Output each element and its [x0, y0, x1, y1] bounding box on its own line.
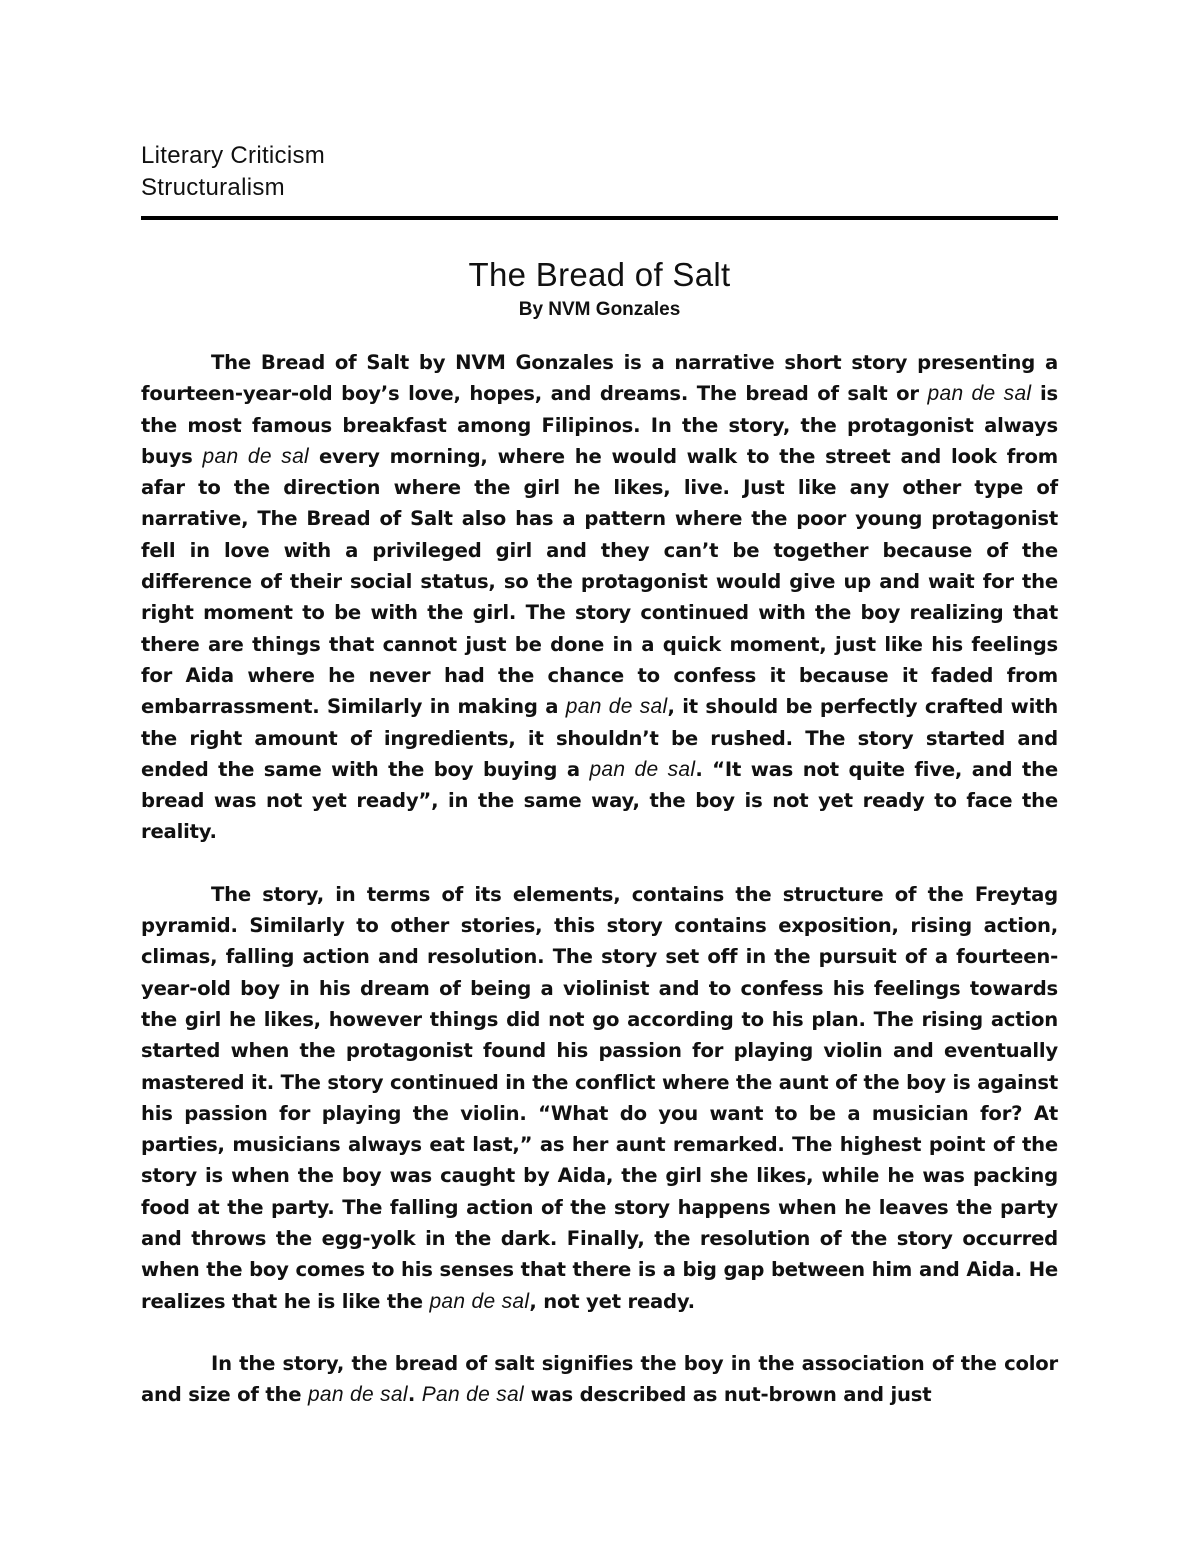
paragraph-text: , not yet ready. — [529, 1289, 695, 1313]
paragraph-text: , it should be perfectly crafted with the right amount of ingredients, it shouldn’t be rushed. The story started and ended the same with the boy buying a — [141, 695, 1058, 781]
course-title: Literary Criticism — [141, 142, 326, 169]
document-byline: By NVM Gonzales — [518, 299, 681, 320]
italic-term: pan de sal — [429, 1289, 530, 1313]
paragraph-3 — [141, 1348, 1058, 1411]
topic-title: Structuralism — [141, 174, 285, 201]
paragraph-text: . — [407, 1383, 422, 1407]
italic-term: pan de sal — [927, 382, 1032, 406]
header-divider — [141, 216, 1058, 220]
italic-term: pan de sal — [307, 1383, 408, 1407]
paragraph-2 — [141, 879, 1058, 1317]
paragraph-1 — [141, 347, 1058, 848]
italic-term: pan de sal — [202, 444, 310, 468]
italic-term: pan de sal — [565, 695, 668, 719]
italic-term: Pan de sal — [421, 1383, 524, 1407]
document-title: The Bread of Salt — [468, 256, 731, 293]
paragraph-text: . “It was not quite five, and the bread was not yet ready”, in the same way, the boy is not yet ready to face the reality. — [141, 757, 1058, 844]
italic-term: pan de sal — [589, 757, 696, 781]
paragraph-text: The Bread of Salt by NVM Gonzales is a narrative short story presenting a fourteen-year-old boy’s love, hopes, and dreams. The bread of salt or — [141, 351, 1058, 406]
paragraph-text: The story, in terms of its elements, contains the structure of the Freytag pyramid. Similarly to other stories, this story contains exposition, rising action, climas, falling action and resolution. The story set off in the pursuit of a fourteen-year-old boy in his dream of being a violinist and to confess his feelings towards the girl he likes, however things did not go according to his plan. The rising action started when the protagonist found his passion for playing violin and eventually mastered it. The story continued in the conflict where the aunt of the boy is against his passion for playing the violin. “What do you want to be a musician for? At parties, musicians always eat last,” as her aunt remarked. The highest point of the story is when the boy was caught by Aida, the girl she likes, while he was packing food at the party. The falling action of the story happens when he leaves the party and throws the egg-yolk in the dark. Finally, the resolution of the story occurred when the boy comes to his senses that there is a big gap between him and Aida. He realizes that he is like the — [141, 882, 1058, 1313]
paragraph-text: In the story, the bread of salt signifies the boy in the association of the color and size of the — [141, 1351, 1058, 1407]
document-page — [141, 140, 1058, 1411]
paragraph-text: was described as nut-brown and just — [524, 1383, 932, 1407]
paragraph-text: is the most famous breakfast among Filipinos. In the story, the protagonist always buys — [141, 382, 1058, 468]
paragraph-text: every morning, where he would walk to the street and look from afar to the direction where the girl he likes, live. Just like any other type of narrative, The Bread of Salt also has a pattern where the poor young protagonist fell in love with a privileged girl and they can’t be together because of the difference of their social status, so the protagonist would give up and wait for the right moment to be with the girl. The story continued with the boy realizing that there are things that cannot just be done in a quick moment, just like his feelings for Aida where he never had the chance to confess it because it faded from embarrassment. Similarly in making a — [141, 444, 1058, 719]
